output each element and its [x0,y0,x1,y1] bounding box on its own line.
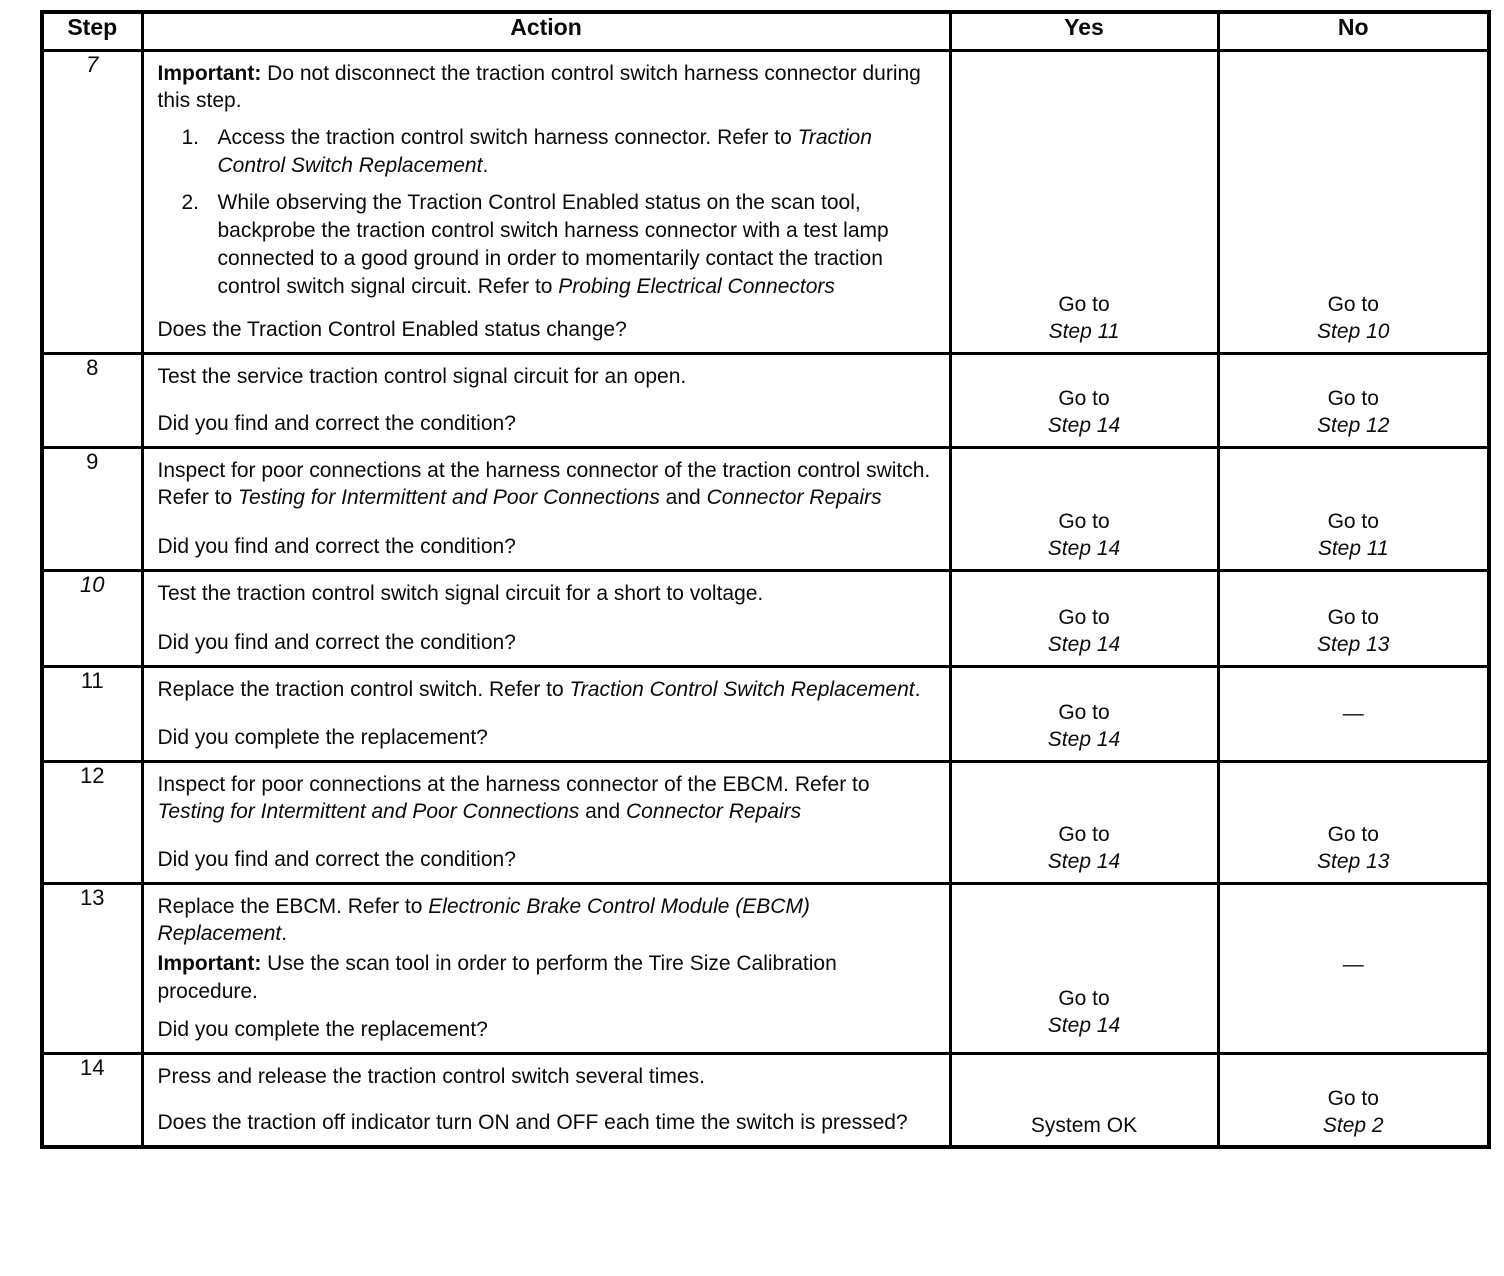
text-run: and [579,800,627,824]
action-cell [142,1054,950,1148]
text-run: Step 14 [1047,537,1121,561]
action-content [144,1055,949,1145]
list-item-text [218,124,937,180]
text-run: . [914,677,921,701]
step-number: 9 [86,448,99,474]
text-run: Replace the traction control switch. Refer to [157,677,570,701]
text-run: Go to [1058,292,1110,316]
action-cell [142,761,950,883]
text-run: Go to [1327,822,1379,846]
list-number: 2. [181,191,200,215]
action-paragraph [158,457,937,513]
yes-cell [950,353,1218,447]
text-run: Testing for Intermittent and Poor Connections [157,800,580,824]
action-body [158,455,937,515]
question-text: Did you find and correct the condition? [157,630,516,654]
table-header [42,12,1489,50]
yes-cell [950,570,1218,666]
action-paragraph [158,580,937,608]
text-run: Go to [1058,700,1110,724]
yes-answer [952,52,1217,352]
action-content [144,763,949,882]
step-number: 8 [86,354,99,380]
yes-cell [950,666,1218,761]
diagnostic-table [40,10,1491,1149]
no-cell [1218,447,1489,570]
action-cell [142,666,950,761]
header-yes: Yes [950,12,1218,50]
table-row [42,883,1489,1054]
text-run: Press and release the traction control switch several times. [157,1065,705,1089]
action-cell [142,570,950,666]
no-answer [1220,355,1488,446]
step-cell [42,761,142,883]
table-row [42,447,1489,570]
yes-answer [952,572,1217,665]
text-run: Step 11 [1048,320,1120,344]
yes-cell [950,447,1218,570]
text-run: Connector Repairs [706,486,882,510]
yes-answer [952,355,1217,446]
question-text: Does the traction off indicator turn ON and OFF each time the switch is pressed? [157,1111,908,1135]
action-paragraph [158,676,937,704]
text-run: Step 10 [1317,320,1390,344]
text-run: Connector Repairs [626,800,802,824]
action-body [158,674,937,706]
action-content [144,52,949,352]
step-cell [42,666,142,761]
action-cell [142,883,950,1054]
no-cell [1218,570,1489,666]
action-list-item [182,124,937,180]
text-run: Inspect for poor connections at the harness connector of the EBCM. Refer to [157,772,870,796]
no-cell [1218,883,1489,1054]
text-run: Inspect for poor connections at the harness connector of the traction control switch. Refer to [157,458,931,510]
action-body [158,1061,937,1093]
step-number: 7 [86,51,99,77]
action-body [158,361,937,393]
no-cell [1218,1054,1489,1148]
text-run: Go to [1058,822,1110,846]
text-run: Use the scan tool in order to perform the Tire Size Calibration procedure. [157,952,837,1004]
action-paragraph [158,771,937,827]
action-paragraph [158,1063,937,1091]
text-run: Important: [157,952,262,976]
step-cell [42,570,142,666]
action-content [144,885,949,1053]
list-item-text [218,189,937,301]
text-run: Step 14 [1047,1014,1121,1038]
header-action: Action [142,12,950,50]
yes-answer [952,763,1217,882]
action-list-item [182,189,937,301]
text-run: — [1342,701,1364,725]
text-run: Step 13 [1317,850,1390,874]
question-text: Did you complete the replacement? [157,725,488,749]
text-run: — [1342,953,1364,977]
text-run: Electronic Brake Control Module (EBCM) Replacement [157,894,810,946]
text-run: While observing the Traction Control Enabled status on the scan tool, backprobe the traction control switch harness connector with a test lamp connected to a good ground in order to momentarily contact the traction control switch signal circuit. Refer to [217,191,889,298]
yes-answer [952,668,1217,760]
text-run: . [482,154,489,178]
text-run: Testing for Intermittent and Poor Connections [238,486,660,510]
table-row [42,761,1489,883]
text-run: Go to [1327,509,1379,533]
action-cell [142,447,950,570]
no-answer [1220,763,1488,882]
action-body [158,58,937,303]
action-content [144,449,949,569]
step-number: 11 [80,667,104,693]
text-run: Step 12 [1317,414,1390,438]
text-run: Go to [1058,605,1110,629]
action-content [144,668,949,760]
text-run: Step 13 [1317,633,1390,657]
no-answer [1220,52,1488,352]
text-run: Test the traction control switch signal circuit for a short to voltage. [157,581,764,605]
text-run: Step 14 [1047,850,1121,874]
question-text: Did you find and correct the condition? [157,847,516,871]
action-paragraph [158,893,937,949]
text-run: Step 2 [1322,1113,1384,1137]
text-run: and [659,486,707,510]
step-number: 14 [80,1055,105,1081]
no-cell [1218,761,1489,883]
action-paragraph [158,363,937,391]
text-run: . [281,922,288,946]
yes-answer [952,449,1217,569]
step-number: 13 [80,884,105,910]
text-run: Do not disconnect the traction control switch harness connector during this step. [157,61,921,113]
yes-cell [950,761,1218,883]
text-run: System OK [1030,1113,1138,1137]
question-text: Did you find and correct the condition? [157,534,516,558]
question-text: Did you find and correct the condition? [157,411,516,435]
text-run: Go to [1327,605,1379,629]
yes-answer [952,885,1217,1046]
no-cell [1218,353,1489,447]
text-run: Replace the EBCM. Refer to [157,894,429,918]
text-run: Go to [1058,986,1110,1010]
text-run: Step 14 [1047,728,1121,752]
text-run: Step 11 [1317,537,1389,561]
action-cell [142,353,950,447]
action-cell [142,50,950,353]
header-no: No [1218,12,1489,50]
question-text: Does the Traction Control Enabled status change? [157,317,627,341]
action-paragraph [158,60,937,116]
action-paragraph [158,950,937,1006]
text-run: Go to [1058,386,1110,410]
step-cell [42,50,142,353]
text-run: Step 14 [1047,633,1121,657]
step-cell [42,447,142,570]
step-cell [42,1054,142,1148]
action-body [158,891,937,1009]
step-cell [42,353,142,447]
text-run: Go to [1327,386,1379,410]
action-body [158,578,937,610]
header-step: Step [42,12,142,50]
yes-cell [950,1054,1218,1148]
text-run: Go to [1058,509,1110,533]
step-cell [42,883,142,1054]
action-body [158,769,937,829]
question-text: Did you complete the replacement? [157,1018,488,1042]
action-content [144,355,949,446]
no-answer [1220,572,1488,665]
yes-cell [950,50,1218,353]
text-run: Test the service traction control signal circuit for an open. [157,364,687,388]
text-run: Probing Electrical Connectors [558,274,835,298]
text-run: Access the traction control switch harness connector. Refer to [217,126,798,150]
step-number: 12 [80,762,105,788]
no-answer [1220,449,1488,569]
no-cell [1218,50,1489,353]
table-row [42,50,1489,353]
text-run: Go to [1327,1086,1379,1110]
table-row [42,353,1489,447]
text-run: Traction Control Switch Replacement [217,126,872,178]
action-content [144,572,949,665]
list-number: 1. [181,126,200,150]
no-answer [1220,1055,1488,1145]
text-run: Important: [157,61,262,85]
step-number: 10 [80,571,105,597]
no-cell [1218,666,1489,761]
table-row [42,1054,1489,1148]
text-run: Traction Control Switch Replacement [569,677,915,701]
table-row [42,666,1489,761]
table-body [42,50,1489,1147]
yes-answer [952,1055,1217,1145]
no-answer [1220,885,1488,1046]
text-run: Go to [1327,292,1379,316]
no-answer [1220,668,1488,760]
header-row [42,12,1489,50]
table-row [42,570,1489,666]
yes-cell [950,883,1218,1054]
text-run: Step 14 [1047,414,1121,438]
